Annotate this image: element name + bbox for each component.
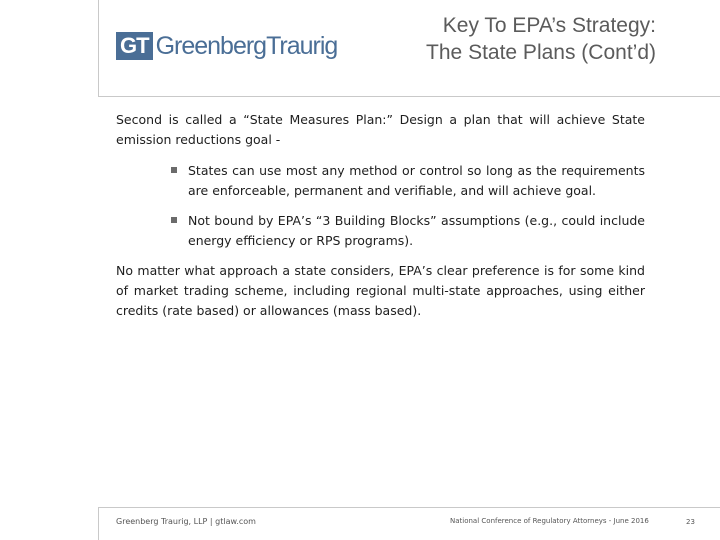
bullet-list [116, 161, 645, 251]
footer-event: National Conference of Regulatory Attorneys - June 2016 [450, 517, 649, 525]
slide-title-line-1: Key To EPA’s Strategy: [442, 14, 656, 37]
footer-horizontal-rule [98, 507, 720, 508]
bullet-text: Not bound by EPA’s “3 Building Blocks” assumptions (e.g., could include energy efficiency or RPS programs). [188, 213, 645, 248]
logo-mark: GT [116, 32, 153, 60]
square-bullet-icon [171, 217, 177, 223]
bullet-item [116, 211, 645, 251]
intro-paragraph: Second is called a “State Measures Plan:” Design a plan that will achieve State emission reductions goal - [116, 112, 645, 147]
footer-firm: Greenberg Traurig, LLP | gtlaw.com [116, 517, 256, 526]
slide-title-line-2: The State Plans (Cont’d) [426, 41, 656, 64]
bullet-item [116, 161, 645, 201]
header-horizontal-rule [98, 96, 720, 97]
square-bullet-icon [171, 167, 177, 173]
bullet-text: States can use most any method or control so long as the requirements are enforceable, permanent and verifiable, and will achieve goal. [188, 163, 645, 198]
slide-body [116, 110, 645, 332]
page-number: 23 [686, 518, 695, 526]
slide-title [326, 12, 656, 66]
greenberg-traurig-logo [116, 30, 337, 62]
footer-vertical-divider [98, 507, 99, 540]
closing-paragraph: No matter what approach a state considers, EPA’s clear preference is for some kind of market trading scheme, including regional multi-state approaches, using either credits (rate based) or allowances (mass based). [116, 263, 645, 318]
logo-text: GreenbergTraurig [155, 31, 338, 60]
header-vertical-divider [98, 0, 99, 97]
